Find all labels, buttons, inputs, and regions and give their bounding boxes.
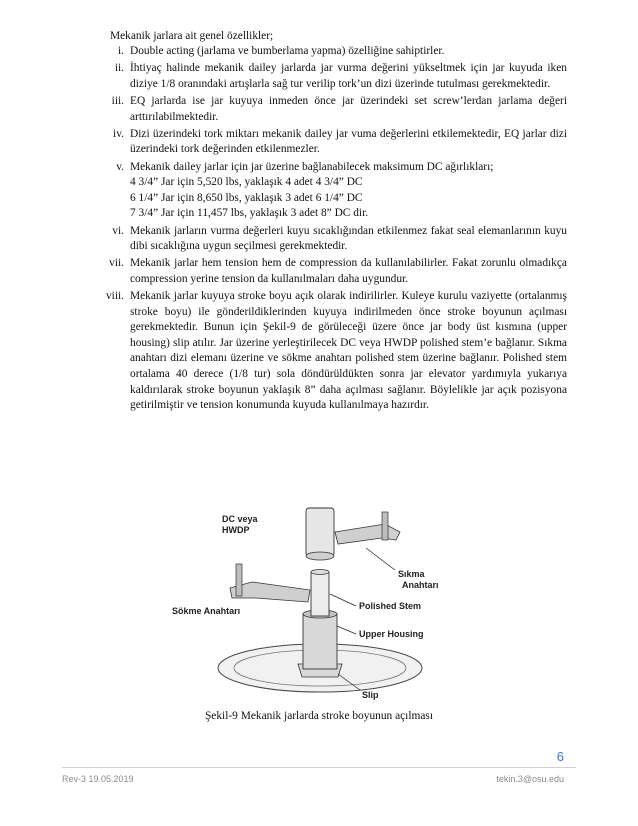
label-polished-stem: Polished Stem [359,601,422,611]
label-sikma-1: Sıkma [398,569,425,579]
list-item [76,224,568,255]
item-text: Mekanik dailey jarlar için jar üzerine bağlanabilecek maksimum DC ağırlıkları; [130,160,494,173]
label-slip: Slip [362,690,379,700]
label-dc-hwdp-1: DC veya [222,514,258,524]
footer-email: tekin.3@osu.edu [496,774,564,784]
item-text: İhtiyaç halinde mekanik dailey jarlarda jar vurma değerini yükseltmek için jar kuyuda iken diziye 1/8 oranındaki artışlarla sağ tur verilip tork’un dizi üzerinde tutulması gerekmektedir. [130,62,567,90]
label-sikma-2: Anahtarı [402,580,439,590]
breakout-tong-handle [236,564,242,596]
page-number: 6 [556,749,564,764]
item-text-block [130,160,567,222]
item-number: iv. [113,127,124,140]
label-upper-housing: Upper Housing [359,629,424,639]
list-item [76,94,568,125]
footer-revision: Rev-3 19.05.2019 [62,774,134,784]
item-number: iii. [111,94,124,107]
list-item [76,61,568,92]
dc-hwdp-shape [306,508,334,556]
footer-divider [62,767,576,768]
list-item [76,127,568,158]
intro-text: Mekanik jarlara ait genel özellikler; [110,30,274,42]
makeup-tong-shape [335,524,400,544]
item-text: Mekanik jarlar hem tension hem de compression da kullanılabilirler. Fakat zorunlu olmadıkça compression yerine tension da kullanılmaları daha uygundur. [130,257,567,285]
upper-housing-shape [303,614,337,669]
dc-hwdp-bottom [306,552,334,560]
list-item [76,289,568,414]
label-sokme: Sökme Anahtarı [172,606,241,616]
item-number: vii. [109,257,124,270]
leader-sikma [366,548,395,570]
dc-weight-line: 4 3/4” Jar için 5,520 lbs, yaklaşık 4 adet 4 3/4” DC [130,176,363,189]
features-list [76,44,568,415]
item-number: viii. [105,290,124,303]
dc-weight-line: 7 3/4” Jar için 11,457 lbs, yaklaşık 3 adet 8” DC dir. [130,207,369,220]
item-number: i. [117,45,124,57]
item-text: Double acting (jarlama ve bumberlama yapma) özelliğine sahiptirler. [130,45,445,57]
item-number: v. [116,160,124,173]
polished-stem-shape [311,572,329,616]
figure-caption: Şekil-9 Mekanik jarlarda stroke boyunun açılması [204,710,434,722]
item-text: EQ jarlarda ise jar kuyuya inmeden önce jar üzerindeki set screw’lerdan jarlama değeri arttırılabilmektedir. [130,94,567,123]
list-item [76,256,568,287]
item-text: Mekanik jarlar kuyuya stroke boyu açık olarak indirilirler. Kuleye kurulu vaziyette (ortalanmış stroke boyu) ile gönderildiklerinden kuyuya indirilmeden önce stroke boyunun açılması gerekmektedir. Bunun için Şekil-9 de görüleceği üzere önce jar body üst kısmına (upper housing) slip atılır. Jar üzerine yerleştirilecek DC veya HWDP polished stem’e bağlanır. Sıkma anahtarı dizi elemanı üzerine ve sökme anahtarı polished stem üzerine bağlanır. Polished stem ortalama 40 derece (1/8 tur) sola döndürüldükten sonra jar elevator yardımıyla yukarıya kaldırılarak stroke boyunun yaklaşık 8” daha açılması sağlanır. Böylelikle jar açık pozisyona getirilmiştir ve tension konumunda kuyuda kullanılmaya hazırdır. [130,290,567,412]
jar-stroke-figure [170,502,470,702]
polished-stem-top [311,570,329,575]
label-dc-hwdp-2: HWDP [222,525,250,535]
list-item [76,160,568,222]
dc-weight-line: 6 1/4” Jar için 8,650 lbs, yaklaşık 3 adet 6 1/4” DC [130,191,363,204]
item-number: ii. [114,62,124,75]
item-number: vi. [112,224,124,237]
list-item [76,44,568,60]
leader-polished-stem [330,594,356,606]
makeup-tong-handle [382,512,388,540]
item-text: Mekanik jarların vurma değerleri kuyu sıcaklığından etkilenmez fakat seal elemanlarının kuyu dibi sıcaklığına uygun seçilmesi gerekmektedir. [130,224,567,253]
item-text: Dizi üzerindeki tork miktarı mekanik dailey jar vuma değerlerini etkilemektedir, EQ jarlar dizi üzerindeki tork değerinden etkilenmezler. [130,127,567,156]
leader-upper-housing [337,626,356,634]
